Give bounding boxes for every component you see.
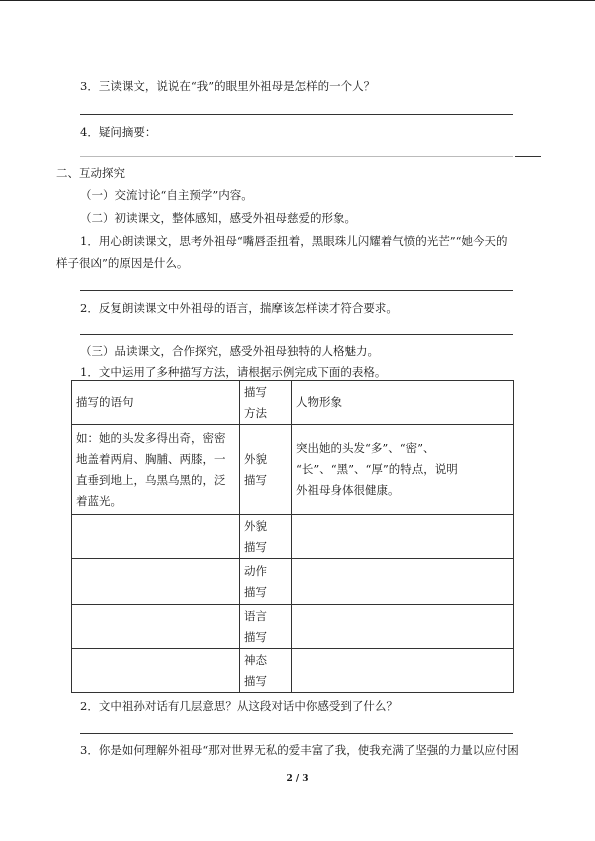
section-2-title: 二、互动探究: [56, 166, 125, 180]
example-method-cell: 外貌 描写: [240, 425, 292, 515]
sentence-blank-cell[interactable]: [72, 605, 240, 649]
answer-line: [80, 156, 513, 157]
question-3-read: 3．三读课文，说说在“我”的眼里外祖母是怎样的一个人？: [80, 79, 376, 93]
part-2-question-1-line1: 1．用心朗读课文，思考外祖母“嘴唇歪扭着，黑眼珠儿闪耀着气愤的光芒”“她今天的: [80, 234, 508, 248]
answer-line: [80, 114, 513, 115]
part-1-heading: （一）交流讨论“自主预学”内容。: [80, 188, 253, 202]
header-method: 描写 方法: [240, 381, 292, 425]
answer-line: [80, 290, 513, 291]
sentence-blank-cell[interactable]: [72, 649, 240, 693]
answer-line: [80, 334, 513, 335]
table-header-row: [72, 381, 514, 425]
part-3-question-3: 3．你是如何理解外祖母“那对世界无私的爱丰富了我，使我充满了坚强的力量以应付困: [80, 743, 519, 757]
page-top-border: [0, 0, 595, 1]
header-sentence: 描写的语句: [72, 381, 240, 425]
image-blank-cell[interactable]: [292, 605, 514, 649]
sentence-blank-cell[interactable]: [72, 515, 240, 559]
table-row: [72, 605, 514, 649]
part-2-heading: （二）初读课文，整体感知，感受外祖母慈爱的形象。: [80, 211, 356, 225]
part-2-question-1-line2: 样子很凶”的原因是什么。: [56, 256, 189, 270]
method-cell: 外貌 描写: [240, 515, 292, 559]
table-row: [72, 649, 514, 693]
question-4-questions: 4．疑问摘要：: [80, 125, 157, 139]
answer-line-end: [515, 156, 541, 157]
image-blank-cell[interactable]: [292, 559, 514, 605]
header-image: 人物形象: [292, 381, 514, 425]
image-blank-cell[interactable]: [292, 515, 514, 559]
image-blank-cell[interactable]: [292, 649, 514, 693]
part-3-question-2: 2．文中祖孙对话有几层意思？从这段对话中你感受到了什么？: [80, 699, 398, 713]
table-row-example: [72, 425, 514, 515]
example-sentence-cell: 如：她的头发多得出奇，密密 地盖着两肩、胸脯、两膝，一 直垂到地上，乌黑乌黑的，泛 着蓝光。: [72, 425, 240, 515]
table-row: [72, 515, 514, 559]
page-number: 2 / 3: [286, 774, 309, 784]
part-2-question-2: 2．反复朗读课文中外祖母的语言，揣摩该怎样读才符合要求。: [80, 301, 398, 315]
answer-line: [80, 733, 513, 734]
example-image-cell: 突出她的头发“多”、“密”、 “长”、“黑”、“厚”的特点，说明 外祖母身体很健康。: [292, 425, 514, 515]
part-3-heading: （三）品读课文，合作探究，感受外祖母独特的人格魅力。: [80, 344, 379, 358]
part-3-question-1: 1．文中运用了多种描写方法，请根据示例完成下面的表格。: [80, 365, 387, 379]
sentence-blank-cell[interactable]: [72, 559, 240, 605]
table-row: [72, 559, 514, 605]
method-cell: 语言 描写: [240, 605, 292, 649]
method-cell: 动作 描写: [240, 559, 292, 605]
method-cell: 神态 描写: [240, 649, 292, 693]
description-methods-table: [71, 380, 514, 693]
